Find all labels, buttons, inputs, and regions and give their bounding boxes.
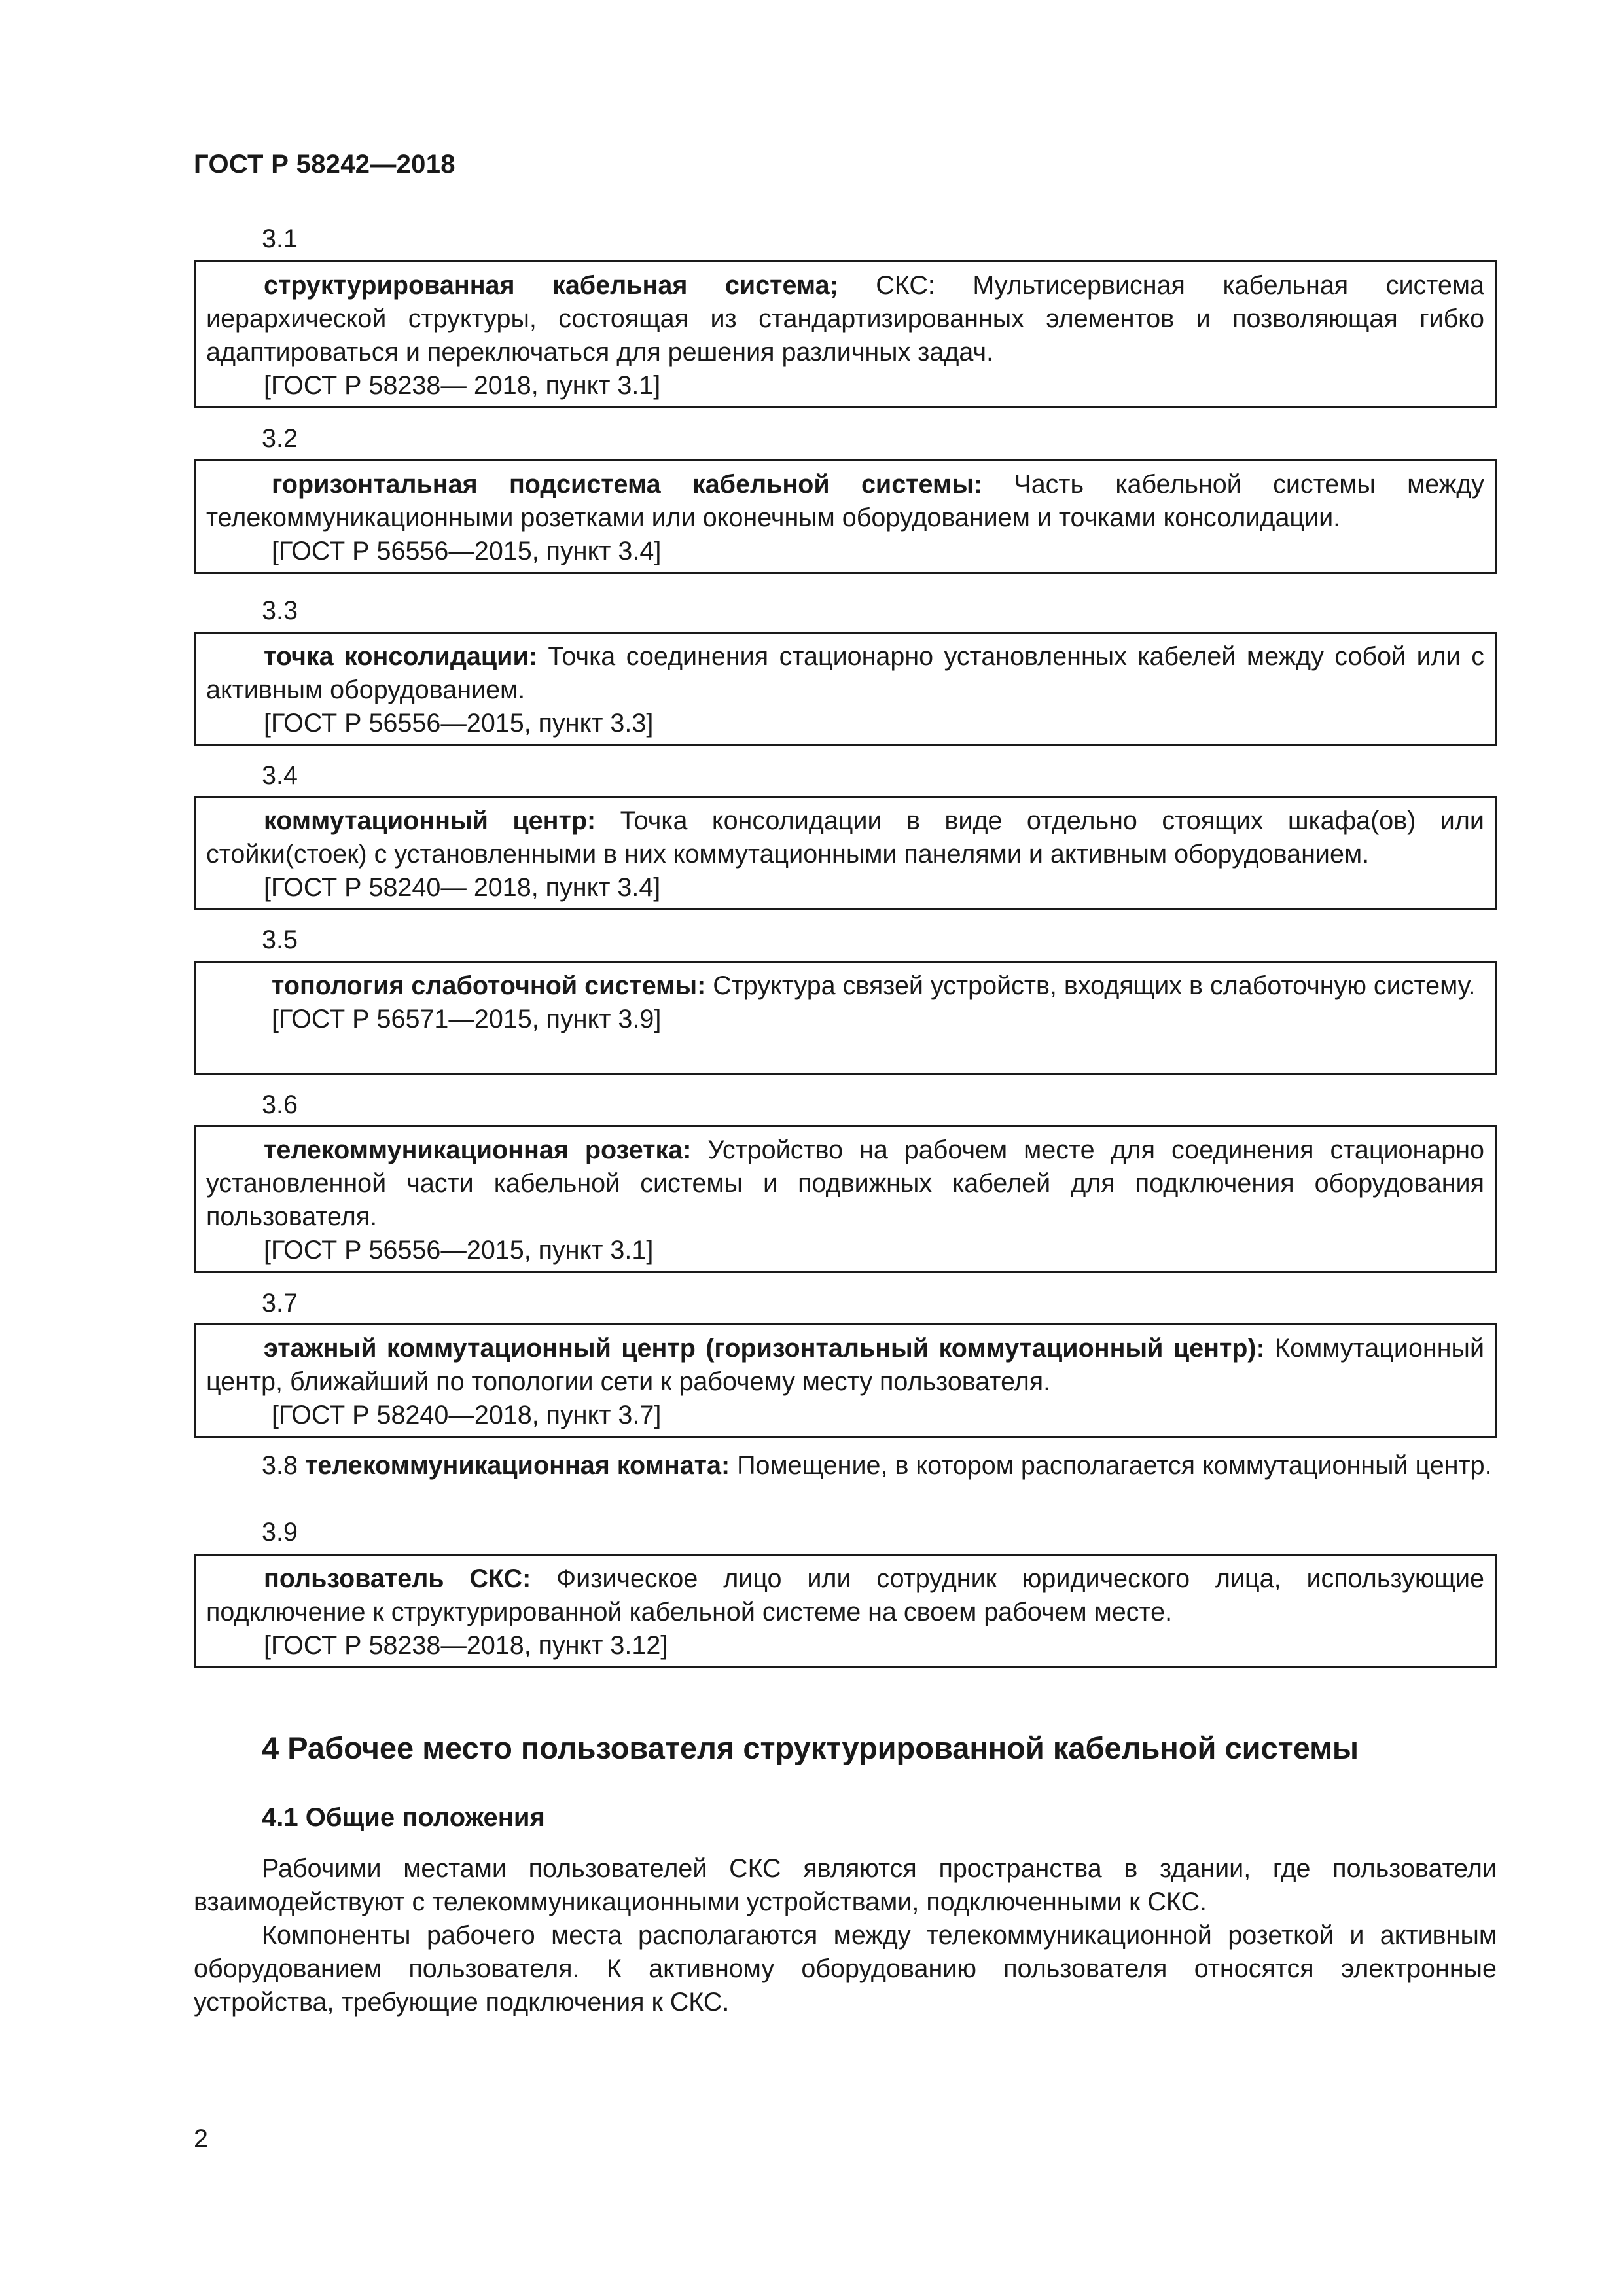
term-number: 3.7 xyxy=(262,1289,298,1318)
section-heading: 4 Рабочее место пользователя структурированной кабельной системы xyxy=(262,1731,1359,1765)
term-number: 3.6 xyxy=(262,1090,298,1119)
term-box xyxy=(194,796,1497,910)
term-reference: [ГОСТ Р 58240—2018, пункт 3.7] xyxy=(272,1401,662,1429)
term-reference: [ГОСТ Р 58238—2018, пункт 3.12] xyxy=(264,1631,668,1660)
term-definition xyxy=(206,969,1484,1003)
term-text: Точка соединения стационарно установленных кабелей между собой или с активным оборудованием. xyxy=(206,642,1484,704)
term-definition xyxy=(206,640,1484,707)
term-text: Коммутационный центр, ближайший по топологии сети к рабочему месту пользователя. xyxy=(206,1334,1485,1396)
term-number: 3.5 xyxy=(262,925,298,954)
term-box xyxy=(194,961,1497,1075)
term-number: 3.8 xyxy=(262,1451,298,1480)
term-number: 3.1 xyxy=(262,224,298,253)
term-reference: [ГОСТ Р 56556—2015, пункт 3.3] xyxy=(264,709,654,738)
term-definition xyxy=(206,269,1484,369)
term-number: 3.4 xyxy=(262,761,298,790)
term-box xyxy=(194,260,1497,408)
term-reference: [ГОСТ Р 56556—2015, пункт 3.4] xyxy=(272,537,662,565)
term-box xyxy=(194,632,1497,746)
term-name: этажный коммутационный центр (горизонтальный коммутационный центр): xyxy=(264,1334,1265,1363)
page-number: 2 xyxy=(194,2125,208,2153)
term-text: Устройство на рабочем месте для соединения стационарно установленной части кабельной системы и подвижных кабелей для подключения оборудования пользователя. xyxy=(206,1136,1485,1231)
section-body xyxy=(194,1852,1497,2019)
term-box xyxy=(194,1323,1497,1438)
term-name: телекоммуникационная розетка: xyxy=(264,1136,692,1164)
document-header: ГОСТ Р 58242—2018 xyxy=(194,150,455,179)
term-name: коммутационный центр: xyxy=(264,806,596,835)
term-name: точка консолидации: xyxy=(264,642,537,671)
term-definition xyxy=(206,1562,1484,1629)
term-reference: [ГОСТ Р 56571—2015, пункт 3.9] xyxy=(272,1005,662,1033)
paragraph: Компоненты рабочего места располагаются между телекоммуникационной розеткой и активным оборудованием пользователя. К активному оборудованию пользователя относятся электронные устройства, требующие подключения к СКС. xyxy=(194,1921,1497,2017)
term-box xyxy=(194,459,1497,574)
term-name: телекоммуникационная комната: xyxy=(304,1451,730,1480)
term-3-8 xyxy=(194,1449,1497,1482)
term-text: СКС: Мультисервисная кабельная система иерархической структуры, состоящая из стандартизированных элементов и позволяющая гибко адаптироваться и переключаться для решения различных задач. xyxy=(206,271,1484,367)
term-box xyxy=(194,1125,1497,1273)
term-number: 3.3 xyxy=(262,596,298,625)
term-definition xyxy=(206,468,1484,535)
term-text: Структура связей устройств, входящих в слаботочную систему. xyxy=(713,971,1476,1000)
term-definition xyxy=(206,1134,1484,1234)
term-number: 3.9 xyxy=(262,1518,298,1547)
term-name: топология слаботочной системы: xyxy=(272,971,706,1000)
term-name: горизонтальная подсистема кабельной системы: xyxy=(272,470,983,499)
subsection-heading: 4.1 Общие положения xyxy=(262,1803,545,1832)
term-box xyxy=(194,1554,1497,1668)
term-text: Часть кабельной системы между телекоммуникационными розетками или оконечным оборудованием и точками консолидации. xyxy=(206,470,1484,532)
term-reference: [ГОСТ Р 58240— 2018, пункт 3.4] xyxy=(264,873,661,902)
term-definition xyxy=(206,804,1484,871)
term-name: структурированная кабельная система; xyxy=(264,271,838,300)
term-reference: [ГОСТ Р 56556—2015, пункт 3.1] xyxy=(264,1236,654,1265)
term-text: Точка консолидации в виде отдельно стоящих шкафа(ов) или стойки(стоек) с установленными в них коммутационными панелями и активным оборудованием. xyxy=(206,806,1484,869)
term-text: Помещение, в котором располагается коммутационный центр. xyxy=(737,1451,1492,1480)
term-name: пользователь СКС: xyxy=(264,1564,531,1593)
term-reference: [ГОСТ Р 58238— 2018, пункт 3.1] xyxy=(264,371,661,400)
term-definition xyxy=(206,1332,1484,1399)
paragraph: Рабочими местами пользователей СКС являются пространства в здании, где пользователи взаимодействуют с телекоммуникационными устройствами, подключенными к СКС. xyxy=(194,1854,1497,1916)
term-text: Физическое лицо или сотрудник юридического лица, использующие подключение к структурированной кабельной системе на своем рабочем месте. xyxy=(206,1564,1484,1626)
term-number: 3.2 xyxy=(262,424,298,453)
